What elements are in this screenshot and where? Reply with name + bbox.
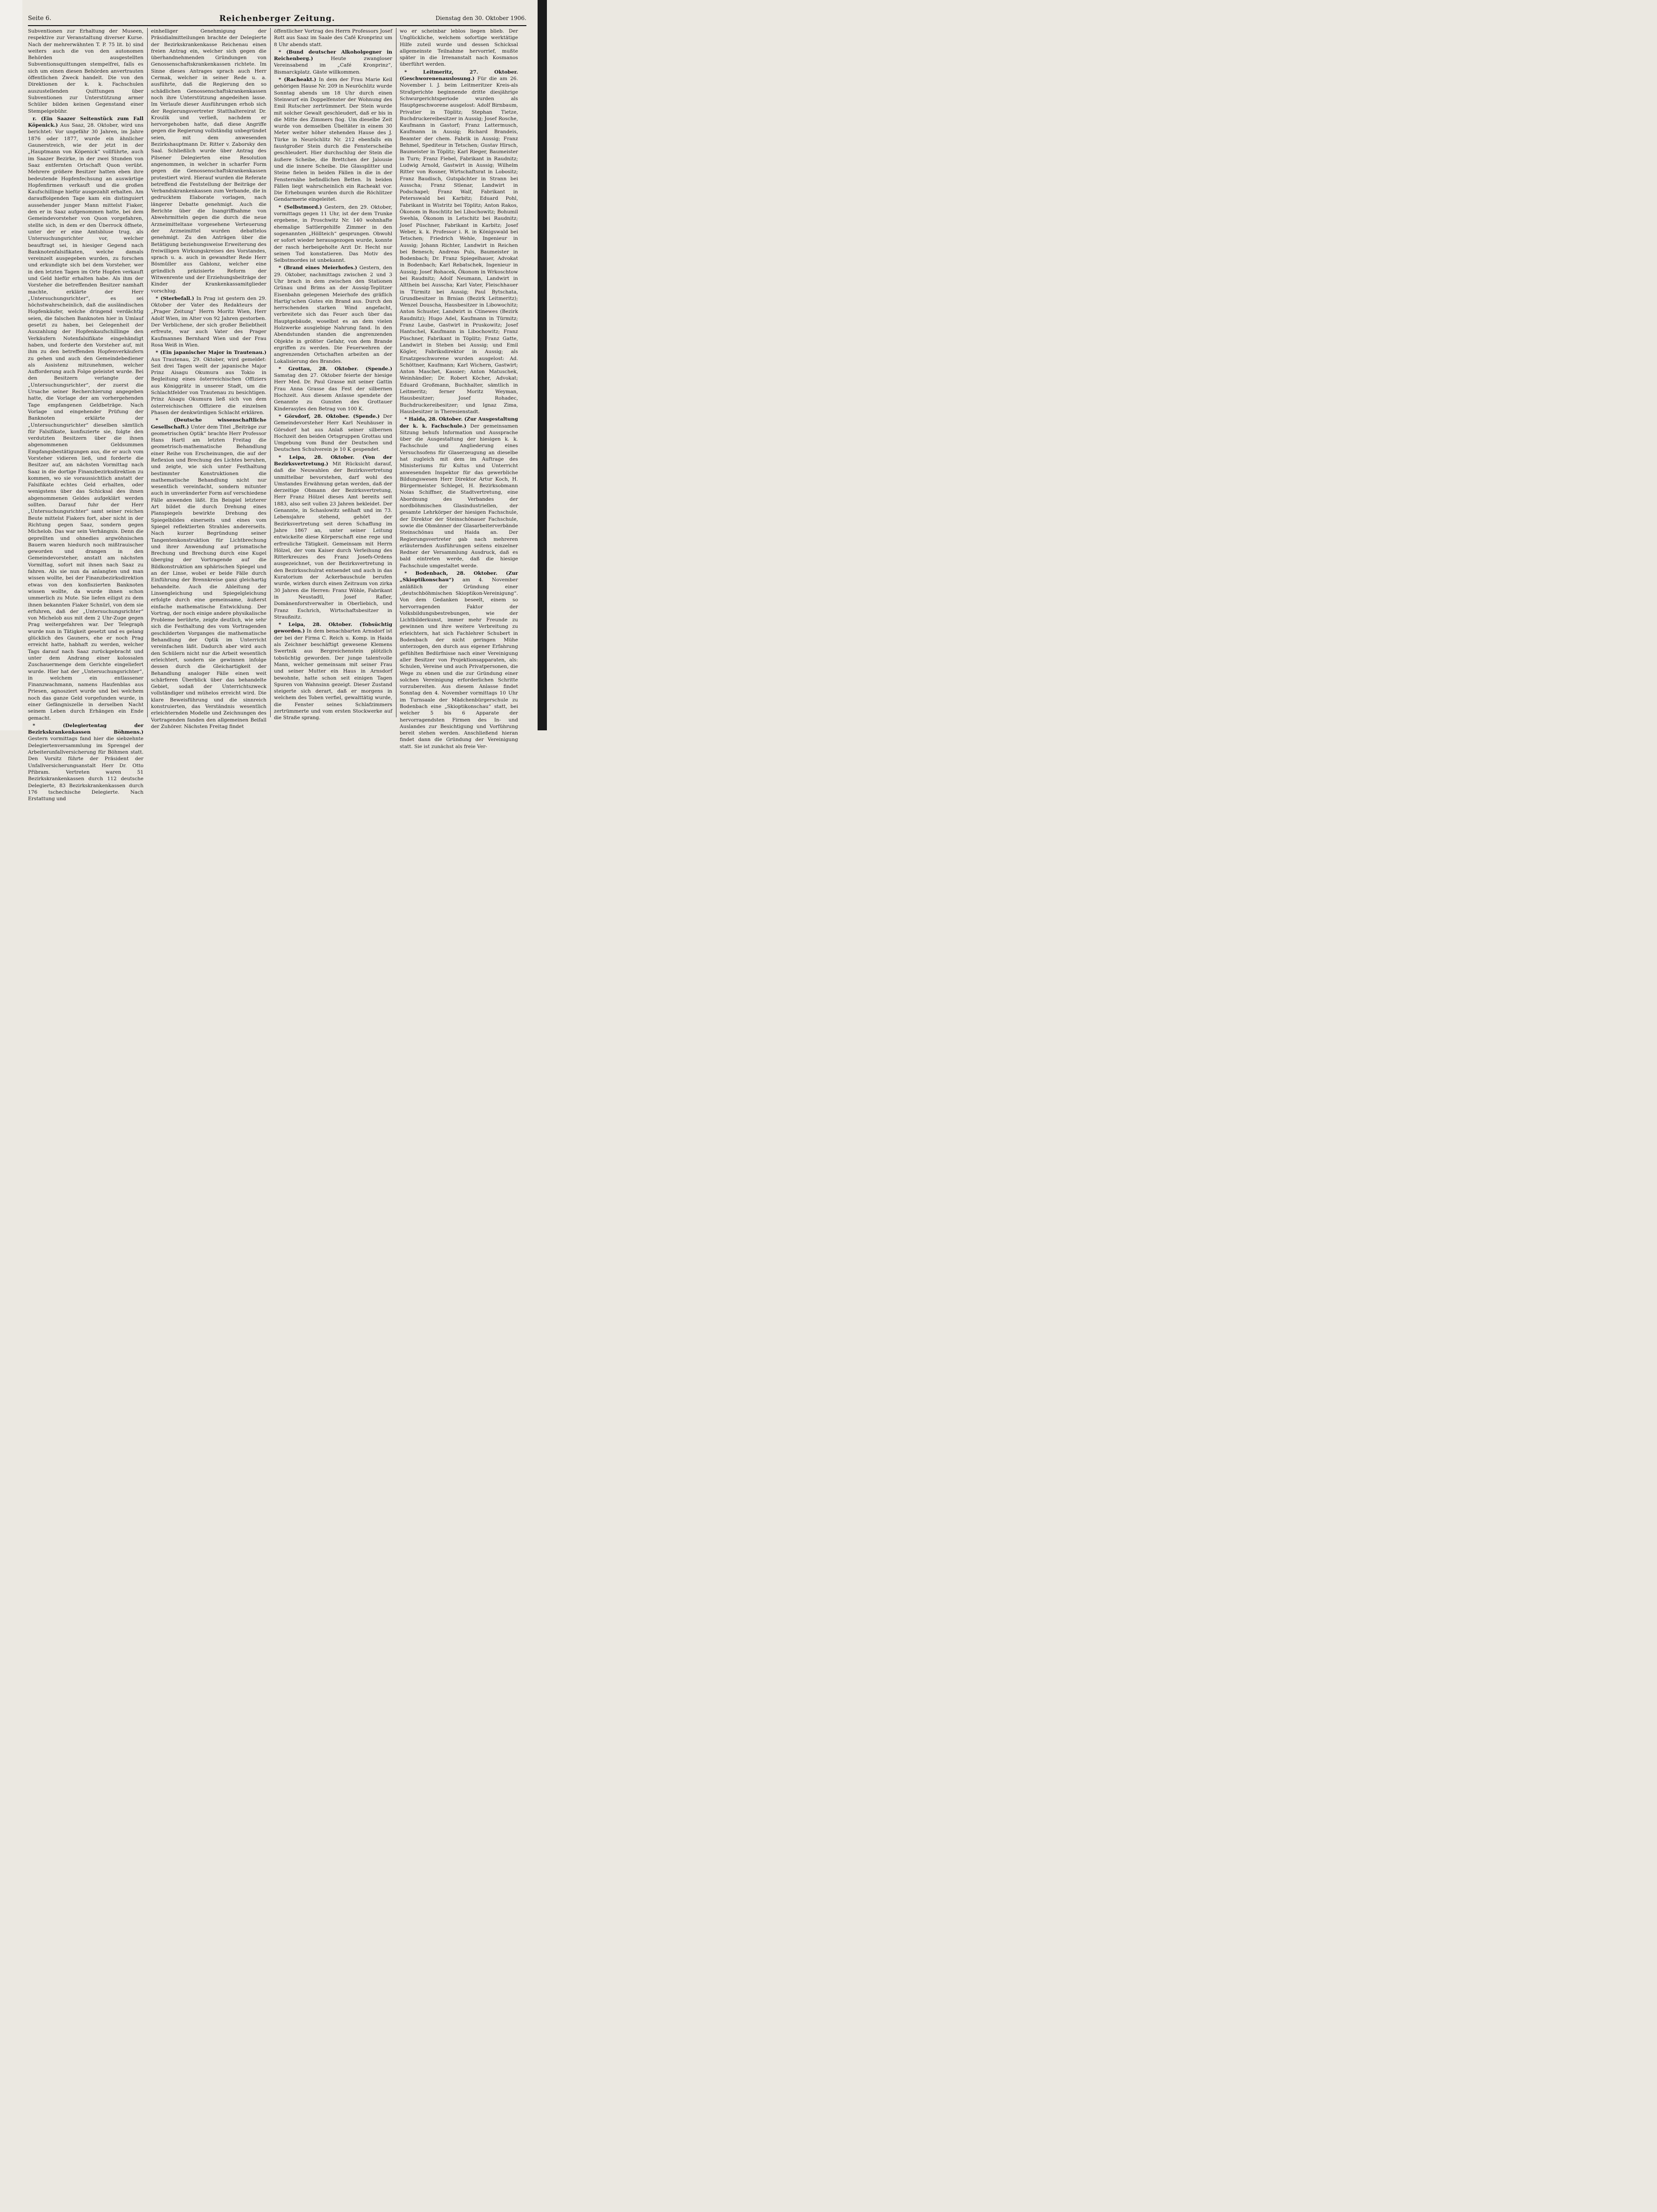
article-paragraph <box>274 413 392 453</box>
article-text: Für die am 26. November l. J. beim Leitmeritzer Kreis-als Strafgerichte beginnende dritte diesjährige Schwurgerichtsperiode wurden als Hauptgeschworene ausgelost: Adolf Birnbaum, Privatier in Töplitz; Stephan Tietze, Buchdruckereibesitzer in Aussig; Josef Rosche, Kaufmann in Gastorf; Franz Lattermusch, Kaufmann in Aussig; Richard Brandeis, Beamter der chem. Fabrik in Aussig; Franz Behmel, Spediteur in Tetschen; Gustav Hirsch, Baumeister in Töplitz; Karl Rieger, Baumeister in Turn; Franz Fiebel, Fabrikant in Raudnitz; Ludwig Arnold, Gastwirt in Aussig; Wilhelm Ritter von Rosner, Wirtschaftsrat in Lobositz; Franz Baudisch, Gutspächter in Strann bei Ausscha; Franz Stlenar, Landwirt in Podschapel; Franz Walf, Fabrikant in Petersswald bei Karbitz; Eduard Pohl, Fabrikant in Wistritz bei Töplitz; Anton Rakos, Ökonom in Roschtitz bei Libochowitz; Bohumil Swehla, Ökonom in Letschitz bei Raudnitz; Josef Püschner, Fabrikant in Karbitz; Josef Weber, k. k. Professor i. R. in Königswald bei Tetschen; Friedrich Wehle, Ingenieur in Aussig; Johann Richter, Landwirt in Reichen bei Benesch; Andreas Puls, Baumeister in Bodenbach; Dr. Franz Spiegelhauer, Advokat in Bodenbach; Karl Rebatschek, Ingenieur in Aussig; Josef Rohacek, Ökonom in Wrkoschtow bei Raudnitz; Adolf Neumann, Landwirt in Altthein bei Ausscha; Karl Vater, Fleischhauer in Türmitz bei Aussig; Paul Bytschata, Grundbesitzer in Brnian (Bezirk Leitmeritz); Wenzel Douscha, Hausbesitzer in Libowochitz; Anton Schuster, Landwirt in Ctinewes (Bezirk Raudnitz); Hugo Adel, Kaufmann in Türmitz; Franz Laube, Gastwirt in Pruskowitz; Josef Hantschel, Kaufmann in Libochowitz; Franz Püschner, Fabrikant in Töplitz; Franz Gatte, Landwirt in Steben bei Aussig; und Emil Kögler, Fabriksdirektor in Aussig; als Ersatzgeschworene wurden ausgelost: Ad. Schöttner, Kaufmann; Karl Wichern, Gastwirt; Anton Maschet, Kassier; Anton Matuschek, Weinhändler; Dr. Robert Köcher, Advokat; Eduard Großmann, Buchhalter, sämtlich in Leitmeritz; ferner Moritz Weyman, Hausbesitzer; Josef Rohadec, Buchdruckereibesitzer; und Ignaz Zima, Hausbesitzer in Theresienstadt. <box>400 76 518 415</box>
page-number: Seite 6. <box>28 15 52 22</box>
article-paragraph <box>151 349 266 416</box>
article-heading: r. (Ein Saazer Seitenstück zum Fall Köpenick.) <box>28 116 143 129</box>
article-heading: * Bodenbach, 28. Oktober. (Zur „Skioptikonschau“) <box>400 571 518 583</box>
article-paragraph <box>28 28 143 115</box>
page-header <box>28 14 526 26</box>
article-paragraph <box>151 417 266 730</box>
article-text: Gestern vormittags fand hier die siebzehnte Delegiertenversammlung im Sprengel der Arbeiterunfallversicherung für Böhmen statt. Den Vorsitz führte der Präsident der Unfallversicherungsanstalt Herr Dr. Otto Přibram. Vertreten waren 51 Bezirkskrankenkassen durch 112 deutsche Delegierte, 83 Bezirkskrankenkassen durch 176 tschechische Delegierte. Nach Erstattung und <box>28 736 143 802</box>
newspaper-page <box>0 0 547 802</box>
article-paragraph <box>274 28 392 48</box>
column-divider <box>147 28 148 717</box>
article-paragraph <box>274 49 392 75</box>
article-heading: * (Deutsche wissenschaftliche Gesellschaft.) <box>151 417 266 430</box>
column-1 <box>28 28 143 802</box>
article-paragraph <box>274 204 392 264</box>
article-heading: * (Selbstmord.) <box>279 204 322 210</box>
article-text: Der gemeinsamen Sitzung behufs Information und Aussprache über die Ausgestaltung der hiesigen k. k. Fachschule und Angliederung eines Versuchsofens für Glaserzeugung an dieselbe hat zugleich mit dem im Auftrage des Ministeriums für Kultus und Unterricht anwesenden Inspektor für das gewerbliche Bildungswesen Herr Direktor Artur Koch, H. Bürgermeister Schlegel, H. Bezirksobmann Noias Schiffner, die Stadtvertretung, eine Abordnung des Verbandes der nordböhmischen Glasindustriellen, der gesamte Lehrkörper der hiesigen Fachschule, der Direktor der Steinschönauer Fachschule, sowie die Obmänner der Glasarbeiterverbände Steinschönau und Haida an. Der Regierungsvertreter gab nach mehreren erläuternden Ausführungen seitens einzelner Redner der Versammlung Ausdruck, daß es bald eintreten werde, daß die hiesige Fachschule umgestaltet werde. <box>400 423 518 569</box>
article-text: Aus Saaz, 28. Oktober, wird uns berichtet: Vor ungefähr 30 Jahren, im Jahre 1876 oder 1877, wurde ein ähnlicher Gaunerstreich, wie der jetzt in der „Hauptmann von Köpenick“ vollführte, auch im Saazer Bezirke, in der zwei Stunden von Saaz entfernten Ortschaft Quon verübt. Mehrere größere Besitzer hatten eben ihre bedeutende Hopfenfechsung an auswärtige Hopfenfirmen verkauft und die großen Kaufschillinge hiefür ausgezahlt erhalten. Am darauffolgenden Tage kam ein distinguiert aussehender junger Mann mittelst Fiaker, den er in Saaz aufgenommen hatte, bei dem Gemeindevorsteher von Quon vorgefahren, stellte sich, in dem er den Überrock öffnete, unter der er eine Amtsbluse trug, als Untersuchungsrichter vor, welcher beauftragt sei, in hiesiger Gegend nach Banknotenfalsifikaten, welche damals vereinzelt ausgegeben wurden, zu forschen und erkundigte sich bei dem Vorsteher, wer in den letzten Tagen im Orte Hopfen verkauft und Geld hiefür erhalten habe. Als ihm der Vorsteher die betreffenden Besitzer namhaft machte, erklärte der Herr „Untersuchungsrichter“, es sei höchstwahrscheinlich, daß die ausländischen Hopfenkäufer, welche dringend verdächtig seien, die falschen Banknoten hier in Umlauf gesetzt zu haben, bei Gelegenheit der Auszahlung der Hopfenkaufschillinge den Verkäufern Notenfalsifikate eingehändigt haben, und forderte den Vorsteher auf, mit ihm zu den betreffenden Hopfenverkäufern zu gehen und auch den Gemeindebediener als Assistenz mitzunehmen, welcher Aufforderung auch Folge geleistet wurde. Bei den Besitzern verlangte der „Untersuchungsrichter“, der zuerst die Ursache seiner Recherchierung angegeben hatte, die Vorlage der am vorhergehenden Tage empfangenen Geldbeträge. Nach Vorlage und eingehender Prüfung der Banknoten erklärte der „Untersuchungsrichter“ dieselben sämtlich für Falsifikate, konfiszierte sie, folgte den verdutzten Besitzern über die ihnen abgenommenen Geldsummen Empfangsbestätigungen aus, die er auch vom Vorsteher vidieren ließ, und forderte die Besitzer auf, am nächsten Vormittag nach Saaz in die dortige Finanzbezirksdirektion zu kommen, wo sie voraussichtlich anstatt der Falsifikate echtes Geld erhalten, oder wenigstens über das Schicksal des ihnen abgenommenen Geldes aufgeklärt werden sollten. Darauf fuhr der Herr „Untersuchungsrichter“ samt seiner reichen Beute mittelst Fiakers fort, aber nicht in der Richtung gegen Saaz, sondern gegen Michelob. Das war sein Verhängnis. Denn die geprellten und ohnedies argwöhnischen Bauern waren hiedurch noch mißtrauischer geworden und drangen in den Gemeindevorsteher, anstatt am nächsten Vormittag, sofort mit ihnen nach Saaz zu fahren. Als sie nun da anlangten und man wissen wollte, bei der Finanzbezirksdirektion etwas von den konfiszierten Banknoten wissen wollte, da wurde ihnen schon ummerlich zu Mute. Sie liefen eiligst zu dem ihnen bekannten Fiaker Schnürl, von dem sie erfuhren, daß der „Untersuchungsrichter“ von Michelob aus mit dem 2 Uhr-Zuge gegen Prag weitergefahren war. Der Telegraph wurde nun in Tätigkeit gesetzt und es gelang glücklich des Gauners, ehe er noch Prag erreicht hatte, habhaft zu werden, welcher Tags darauf nach Saaz zurückgebracht und unter dem Andrang einer kolossalen Zuschauermenge dem Gerichte eingeliefert wurde. Hier hat der „Untersuchungsrichter“, in welchem ein entlassener Finanzwachmann, namens Haufenblas aus Priesen, agnosziert wurde und bei welchem noch das ganze Geld vorgefunden wurde, in einer Gefängniszelle in derselben Nacht seinem Leben durch Erhängen ein Ende gemacht. <box>28 123 143 721</box>
article-heading: * (Sterbefall.) <box>156 295 194 301</box>
article-text: wo er scheinbar leblos liegen blieb. Der Unglückliche, welchem sofortige werktätige Hilfe zuteil wurde und dessen Schicksal allgemeinste Teilnahme hervorrief, mußte später in die Irrenanstalt nach Kosmanos überführt werden. <box>400 28 518 68</box>
article-text: Gestern, den 29. Oktober, nachmittags zwischen 2 und 3 Uhr brach in dem zwischen den Stationen Grünau und Brims an der Aussig-Teplitzer Eisenbahn gelegenen Meierhofe des gräflich Hartig'schen Gutes ein Brand aus. Durch den herrschenden starken Wind angefacht, verbreitete sich das Feuer auch über das Hauptgebäude, woselbst es an dem vielen Holzwerke ausgiebige Nahrung fand. In den Abendstunden standen die angrenzenden Objekte in größter Gefahr, von dem Brande ergriffen zu werden. Die Feuerwehren der angrenzenden Ortschaften arbeiten an der Lokalisierung des Brandes. <box>274 265 392 364</box>
article-text: öffentlicher Vortrag des Herrn Professors Josef Rott aus Saaz im Saale des Café Kronprinz um 8 Uhr abends statt. <box>274 28 392 48</box>
article-text: In dem benachbarten Arnsdorf ist der bei der Firma C. Reich u. Komp. in Haida als Zeichner beschäftigt gewesene Klemens Swertnik aus Bergreichenstein plötzlich tobsüchtig geworden. Der junge talentvolle Mann, welcher gemeinsam mit seiner Frau und seiner Mutter ein Haus in Arnsdorf bewohnte, hatte schon seit einigen Tagen Spuren von Wahnsinn gezeigt. Dieser Zustand steigerte sich derart, daß er morgens in welchem des Toben verfiel, gewalttätig wurde, die Fenster seines Schlafzimmers zertrümmerte und vom ersten Stockwerke auf die Straße sprang. <box>274 628 393 721</box>
newspaper-title: Reichenberger Zeitung. <box>219 14 335 23</box>
article-heading: * Leipa, 28. Oktober. (Tobsüchtig geworden.) <box>274 622 392 634</box>
article-heading: * Leipa, 28. Oktober. (Von der Bezirksvertretung.) <box>274 454 392 467</box>
article-paragraph <box>400 28 518 68</box>
article-heading: * (Delegiertentag der Bezirkskrankenkassen Böhmens.) <box>28 722 143 735</box>
article-text: Subventionen zur Erhaltung der Museen, respektive zur Veranstaltung diverser Kurse. Nach der mehrerwähnten T. P. 75 lit. b) sind weiters auch die von den autonomen Behörden ausgestellten Subventionsquittungen stempelfrei, falls es sich um einen diesen Behörden anvertrauten öffentlichen Zweck handelt. Die von den Direktionen der k. k. Fachschulen auszustellenden Quittungen über Subventionen zur Unterstützung armer Schüler bilden keinen Gegenstand einer Stempelgebühr. <box>28 28 143 114</box>
article-paragraph <box>274 76 392 203</box>
article-text: Aus Trautenau, 29. Oktober, wird gemeldet: Seit drei Tagen weilt der japanische Major Prinz Aisagu Okumura aus Tokio in Begleitung eines österreichischen Offiziers aus Königgrätz in unserer Stadt, um die Schlachtfelder von Trautenau zu besichtigen. Prinz Aisagu Okumura ließ sich von dem österreichischen Offiziere die einzelnen Phasen der denkwürdigen Schlacht erklären. <box>151 356 266 415</box>
article-text: Samstag den 27. Oktober feierte der hiesige Herr Med. Dr. Paul Grasse mit seiner Gattin Frau Anna Grasse das Fest der silbernen Hochzeit. Aus diesem Anlasse spendete der Genannte zu Gunsten des Grottauer Kinderasyles den Betrag von 100 K. <box>274 373 392 412</box>
column-4 <box>400 28 518 749</box>
article-heading: * (Ein japanischer Major in Trautenau.) <box>156 350 266 356</box>
article-paragraph <box>400 416 518 569</box>
article-text: In dem der Frau Marie Keil gehörigen Hause Nr. 209 in Neuröchlitz wurde Sonntag abends um 18 Uhr durch einen Steinwurf ein Doppelfenster der Wohnung des Emil Rutscher zertrümmert. Der Stein wurde mit solcher Gewalt geschleudert, daß er bis in die Mitte des Zimmers flog. Um dieselbe Zeit wurde von demselben Übeltäter in einem 30 Meter weiter höher stehenden Hause des J. Türke in Neuröchlitz Nr. 212 ebenfalls ein faustgroßer Stein durch die Fensterscheibe geschleudert. Hier durchschlug der Stein die äußere Scheibe, die Brettchen der Jalousie und die innere Scheibe. Die Glassplitter und Steine fielen in beiden Fällen in die in der Fensternähe befindlichen Betten. In beiden Fällen liegt wahrscheinlich ein Racheakt vor. Die Erhebungen wurden durch die Röchlitzer Gendarmerie eingeleitet. <box>274 77 393 203</box>
issue-date: Dienstag den 30. Oktober 1906. <box>436 15 526 21</box>
column-divider <box>270 28 271 717</box>
article-heading: * Leitmeritz, 27. Oktober. (Geschworenenauslosung.) <box>400 69 518 82</box>
article-paragraph <box>274 366 392 412</box>
article-paragraph <box>274 621 392 721</box>
scan-margin-right <box>538 0 547 730</box>
article-heading: * Grottau, 28. Oktober. (Spende.) <box>279 366 392 372</box>
column-3 <box>274 28 393 721</box>
article-text: Gestern, den 29. Oktober, vormittags gegen 11 Uhr, ist der dem Trunke ergebene, in Proschwitz Nr. 140 wohnhafte ehemalige Sattlergehilfe Zimmer in den sogenannten „Höllteich“ gesprungen. Obwohl er sofort wieder herausgezogen wurde, konnte der rasch herbeigeholte Arzt Dr. Hecht nur seinen Tod konstatieren. Das Motiv des Selbstmordes ist unbekannt. <box>274 204 392 264</box>
article-text: einhelliger Genehmigung der Präsidialmitteilungen brachte der Delegierte der Bezirkskrankenkasse Reichenau einen freien Antrag ein, welcher sich gegen die überhandnehmenden Gründungen von Genossenschaftskrankenkassen richtete. Im Sinne dieses Antrages sprach auch Herr Cermak, welcher in seiner Rede u. a. ausführte, daß die Regierung den so schädlichen Genossenschaftskrankenkassen noch ihre Unterstützung angedeihen lasse. Im Verlaufe dieser Ausführungen erhob sich der Regierungsvertreter Statthaltereirat Dr. Kroulik und verließ, nachdem er hervorgehoben hatte, daß diese Angriffe gegen die Regierung vollständig unbegründet seien, mit dem anwesenden Bezirkshauptmann Dr. Ritter v. Zaborsky den Saal. Schließlich wurde über Antrag des Pilsener Delegierten eine Resolution angenommen, in welcher in scharfer Form gegen die Genossenschaftskrankenkassen protestiert wird. Hierauf wurden die Referate betreffend die Feststellung der Beiträge der Verbandskrankenkassen zum Verbande, die in gedrucktem Elaborate vorlagen, nach längerer Debatte genehmigt. Auch die Berichte über die Inangriffnahme von Abwehrmitteln gegen die durch die neue Arzneimitteltaxe vorgesehene Verteuerung der Arzneimittel wurden debattelos genehmigt. Zu den Anträgen über die Betätigung beziehungsweise Erweiterung des freiwilligen Wirkungskreises des Vorstandes, sprach u. a. auch in gewandter Rede Herr Bösmüller aus Gablonz, welcher eine gründlich präzisierte Reform der Witwenrente und der Erziehungsbeiträge der Kinder der Krankenkassamitglieder vorschlug. <box>151 28 266 294</box>
article-paragraph <box>400 69 518 415</box>
article-paragraph <box>400 570 518 750</box>
article-paragraph <box>151 295 266 348</box>
article-paragraph <box>274 265 392 364</box>
article-text: Der Gemeindevorsteher Herr Karl Neuhäuser in Görsdorf hat aus Anlaß seiner silbernen Hochzeit den beiden Ortsgruppen Grottau und Umgebung vom Bund der Deutschen und Deutschen Schulverein je 10 K gespendet. <box>274 413 393 453</box>
article-text: In Prag ist gestern den 29. Oktober der Vater des Redakteurs der „Prager Zeitung“ Herrn Moritz Wien, Herr Adolf Wien, im Alter von 92 Jahren gestorben. Der Verblichene, der sich großer Beliebtheit erfreute, war auch Vater des Prager Kaufmannes Bernhard Wien und der Frau Rosa Weiß in Wien. <box>151 295 266 348</box>
article-paragraph <box>28 722 143 803</box>
article-heading: * Görsdorf, 28. Oktober. (Spende.) <box>279 413 380 419</box>
article-text: Mit Rücksicht darauf, daß die Neuwahlen der Bezirksvertretung unmittelbar bevorstehen, darf wohl des Umstandes Erwähnung getan werden, daß der derzeitige Obmann der Bezirksvertretung, Herr Franz Hölzel dieses Amt bereits seit 1883, also seit vollen 23 Jahren bekleidet. Der Genannte, in Schaslowitz seßhaft und im 73. Lebensjahre stehend, gehört der Bezirksvertretung seit deren Schaffung im Jahre 1867 an, unter seiner Leitung entwickelte diese Körperschaft eine rege und erfreuliche Tätigkeit. Gemeinsam mit Herrn Hölzel, der vom Kaiser durch Verleihung des Ritterkreuzes des Franz Josefs-Ordens ausgezeichnet, von der Bezirksvertretung in den Bezirksschulrat entsendet und auch in das Kuratorium der Ackerbauschule berufen wurde, wirken durch einen Zeitraum von zirka 30 Jahren die Herren: Franz Wöhle, Fabrikant in Neustadtl, Josef Rafler, Domänenforstverwalter in Oberliebich, und Franz Eschrich, Wirtschaftsbesitzer in Straußnitz. <box>274 461 392 620</box>
scan-margin-left <box>0 0 22 730</box>
article-text: Heute zwangloser Vereinsabend im „Café Kronprinz“, Bismarckplatz. Gäste willkommen. <box>274 56 392 75</box>
column-2 <box>151 28 266 729</box>
article-heading: * (Racheakt.) <box>279 77 316 83</box>
article-paragraph <box>28 116 143 721</box>
article-columns <box>28 28 529 802</box>
article-heading: * (Brand eines Meierhofes.) <box>279 265 357 271</box>
article-heading: * Haida, 28. Oktober. (Zur Ausgestaltung der k. k. Fachschule.) <box>400 416 518 429</box>
article-paragraph <box>151 28 266 294</box>
article-paragraph <box>274 454 392 620</box>
article-heading: * (Bund deutscher Alkoholgegner in Reichenberg.) <box>274 49 392 62</box>
article-text: Unter dem Titel „Beiträge zur geometrischen Optik“ brachte Herr Professor Hans Hartl am letzten Freitag die geometrisch-mathematische Behandlung einer Reihe von Erscheinungen, die auf der Reflexion und Brechung des Lichtes beruhen, und zeigte, wie sich unter Festhaltung bestimmter Konstruktionen die mathematische Behandlung nicht nur wesentlich vereinfacht, sondern mitunter auch in unveränderter Form auf verschiedene Fälle anwenden läßt. Ein Beispiel letzterer Art bildet die durch Drehung eines Planspiegels bewirkte Drehung des Spiegelbildes einerseits und eines vom Spiegel reflektierten Strahles andererseits. Nach kurzer Begründung seiner Tangentenkonstruktion für Lichtbrechung und ihrer Anwendung auf prismatische Brechung und Brechung durch eine Kugel überging der Vortragende auf die Bildkonstruktion am sphärischen Spiegel und an der Linse, wobei er beide Fälle durch Einführung der Brennkreise ganz gleichartig behandelte. Auch die Ableitung der Linsengleichung und Spiegelgleichung erfolgte durch eine gemeinsame, äußerst einfache mathematische Entwicklung. Der Vortrag, der noch einige andere physikalische Probleme berührte, zeigte deutlich, wie sehr sich die Festhaltung des vom Vortragenden geschilderten Vorganges die mathematische Behandlung der Optik im Unterricht vereinfachen läßt. Dadurch aber wird auch den Schülern nicht nur die Arbeit wesentlich erleichtert, sondern sie gewinnen infolge dessen durch die Gleichartigkeit der Behandlung analoger Fälle einen weit schärferen Überblick über das behandelte Gebiet, sodaß der Unterrichtszweck vollständiger und mühelos erreicht wird. Die klare Beweisführung und die sinnreich konstruierten, das Verständnis wesentlich erleichternden Modelle und Zeichnungen des Vortragenden fanden den allgemeinen Beifall der Zuhörer. Nächsten Freitag findet <box>151 424 266 729</box>
article-text: am 4. November anläßlich der Gründung einer „deutschböhmischen Skioptikon-Vereinigung“. Von dem Gedanken beseelt, einem so hervorragenden Faktor der Volksbildungsbestrebungen, wie der Lichtbilderkunst, immer mehr Freunde zu gewinnen und ihre weitere Verbreitung zu erleichtern, hat sich Fachlehrer Schubert in Bodenbach der nicht geringen Mühe unterzogen, den durch aus eigener Erfahrung gefühlten Bedürfnisse nach einer Vereinigung aller Besitzer von Projektionsapparaten, als: Schulen, Vereine und auch Privatpersonen, die Wege zu ebnen und die zur Gründung einer solchen Vereinigung erforderlichen Schritte vorzubereiten. Aus diesem Anlasse findet Sonntag den 4. November vormittags 10 Uhr im Turnsaale der Mädchenbürgerschule zu Bodenbach eine „Skioptikonschau“ statt, bei welcher 5 bis 6 Apparate der hervorragendsten Firmen des In- und Auslandes zur Besichtigung und Vorführung bereit stehen werden. Anschließend hieran findet dann die Gründung der Vereinigung statt. Sie ist zunächst als freie Ver- <box>400 577 518 749</box>
